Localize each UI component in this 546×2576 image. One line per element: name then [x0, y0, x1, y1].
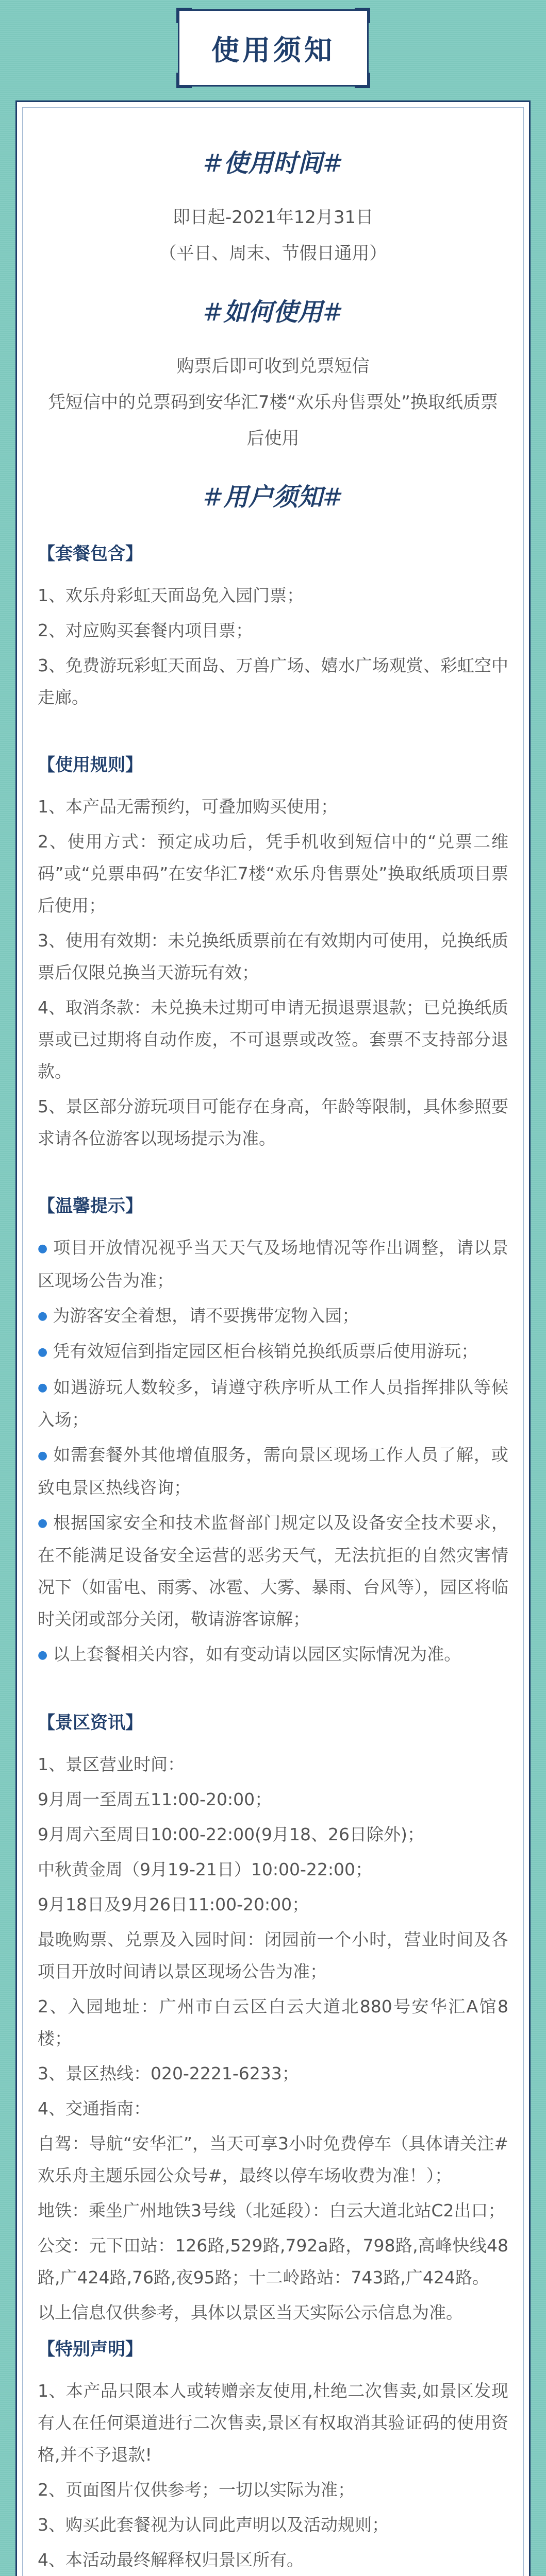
info-item: 地铁：乘坐广州地铁3号线（北延段）：白云大道北站C2出口； [38, 2200, 505, 2221]
info-label: 【景区资讯】 [38, 1712, 143, 1733]
info-item: 自驾：导航“安华汇”，当天可享3小时免费停车（具体请关注#欢乐舟主题乐园公众号#，最终以停车场收费为准！）； [38, 2133, 508, 2185]
info-item: 9月18日及9月26日11:00-20:00； [38, 1894, 309, 1914]
tip-item: ● 项目开放情况视乎当天天气及场地情况等作出调整，请以景区现场公告为准； [38, 1232, 508, 1297]
rule-item: 5、景区部分游玩项目可能存在身高，年龄等限制，具体参照要求请各位游客以现场提示为准。 [38, 1096, 508, 1148]
special-item: 1、本产品只限本人或转赠亲友使用,杜绝二次售卖,如景区发现有人在任何渠道进行二次售卖,景区有权取消其验证码的使用资格,并不予退款! [38, 2380, 508, 2465]
info-item: 中秋黄金周（9月19-21日）10:00-22:00； [38, 1859, 372, 1879]
info-item: 2、入园地址：广州市白云区白云大道北880号安华汇A馆8楼； [38, 1996, 508, 2048]
package-item: 3、免费游玩彩虹天面岛、万兽广场、嬉水广场观赏、彩虹空中走廊。 [38, 655, 508, 707]
tip-item: ● 凭有效短信到指定园区柜台核销兑换纸质票后使用游玩； [38, 1335, 508, 1368]
tips-label: 【温馨提示】 [38, 1196, 143, 1216]
corner-decoration [355, 73, 370, 88]
corner-decoration [355, 8, 370, 23]
howto-line: 凭短信中的兑票码到安华汇7楼“欢乐舟售票处”换取纸质票 [48, 392, 498, 413]
tip-item: ● 如需套餐外其他增值服务，需向景区现场工作人员了解，或致电景区热线咨询； [38, 1439, 508, 1504]
howto-line: 后使用 [246, 428, 300, 449]
package-item: 1、欢乐舟彩虹天面岛免入园门票； [38, 585, 304, 605]
special-item: 2、页面图片仅供参考；一切以实际为准； [38, 2479, 355, 2500]
rules-label: 【使用规则】 [38, 755, 143, 775]
tip-item: ● 根据国家安全和技术监督部门规定以及设备安全技术要求，在不能满足设备安全运营的恶劣天气，无法抗拒的自然灾害情况下（如雷电、雨雾、冰雹、大雾、暴雨、台风等），园区将临时关闭或部分关闭，敬请游客谅解； [38, 1507, 508, 1636]
page-title: 使用须知 [211, 33, 335, 66]
time-range: 即日起-2021年12月31日 [172, 207, 374, 228]
info-item: 以上信息仅供参考，具体以景区当天实际公示信息为准。 [38, 2302, 463, 2323]
rule-item: 3、使用有效期：未兑换纸质票前在有效期内可使用，兑换纸质票后仅限兑换当天游玩有效； [38, 930, 508, 982]
rule-item: 2、使用方式：预定成功后，凭手机收到短信中的“兑票二维码”或“兑票串码”在安华汇7楼“欢乐舟售票处”换取纸质项目票后使用； [38, 832, 508, 916]
content-card [15, 100, 531, 2576]
info-item: 1、景区营业时间： [38, 1754, 185, 1774]
corner-decoration [176, 8, 192, 23]
package-item: 2、对应购买套餐内项目票； [38, 620, 253, 640]
time-note: （平日、周末、节假日通用） [159, 243, 387, 264]
section-heading-howto: #如何使用# [203, 298, 343, 327]
tip-item: ● 如遇游玩人数较多，请遵守秩序听从工作人员指挥排队等候入场； [38, 1371, 508, 1436]
tip-item: ● 以上套餐相关内容，如有变动请以园区实际情况为准。 [38, 1638, 508, 1671]
section-heading-time: #使用时间# [203, 149, 343, 178]
special-item: 3、购买此套餐视为认同此声明以及活动规则； [38, 2514, 389, 2535]
info-item: 9月周一至周五11:00-20:00； [38, 1789, 272, 1809]
info-item: 4、交通指南： [38, 2098, 151, 2119]
header-tab [178, 9, 369, 87]
info-item: 3、景区热线：020-2221-6233； [38, 2063, 299, 2083]
info-item: 最晚购票、兑票及入园时间：闭园前一个小时，营业时间及各项目开放时间请以景区现场公告为准； [38, 1929, 508, 1981]
section-heading-notice: #用户须知# [203, 483, 343, 512]
howto-line: 购票后即可收到兑票短信 [176, 356, 370, 377]
info-item: 9月周六至周日10:00-22:00(9月18、26日除外)； [38, 1824, 424, 1844]
corner-decoration [176, 73, 192, 88]
rule-item: 4、取消条款：未兑换未过期可申请无损退票退款；已兑换纸质票或已过期将自动作废，不可退票或改签。套票不支持部分退款。 [38, 997, 508, 1081]
rule-item: 1、本产品无需预约，可叠加购买使用； [38, 796, 338, 817]
package-label: 【套餐包含】 [38, 544, 143, 564]
special-item: 4、本活动最终解释权归景区所有。 [38, 2549, 304, 2570]
tip-item: ● 为游客安全着想，请不要携带宠物入园； [38, 1300, 508, 1333]
info-item: 公交：元下田站：126路,529路,792a路，798路,高峰快线48路,广424路,76路,夜95路；十二岭路站：743路,广424路。 [38, 2235, 508, 2287]
special-label: 【特别声明】 [38, 2338, 143, 2360]
